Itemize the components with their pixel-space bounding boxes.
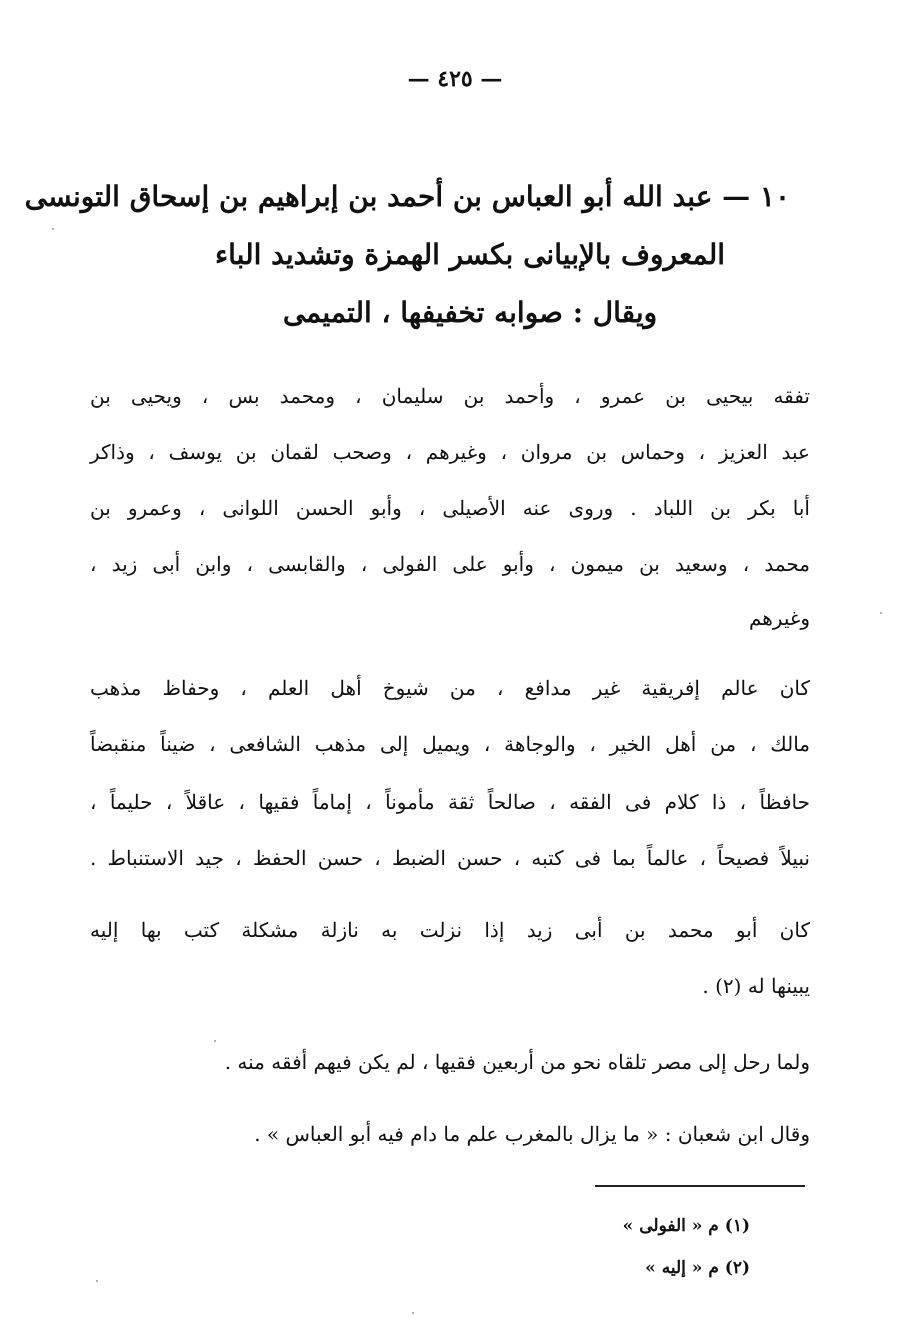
paragraph-3-line-2: يبينها له (٢) . <box>702 974 810 998</box>
scan-speck <box>214 1040 216 1042</box>
scan-speck <box>412 1312 414 1314</box>
paragraph-1-line-3: أبا بكر بن اللباد . وروى عنه الأصيلى ، وأبو الحسن اللوانى ، وعمرو بن <box>90 496 810 520</box>
paragraph-2-line-4: نبيلاً فصيحاً ، عالماً بما فى كتبه ، حسن الضبط ، حسن الحفظ ، جيد الاستنباط . <box>90 846 810 870</box>
paragraph-1-line-4: محمد ، وسعيد بن ميمون ، وأبو على الفولى ، والقابسى ، وابن أبى زيد ، <box>90 552 810 576</box>
paragraph-2-line-3: حافظاً ، ذا كلام فى الفقه ، صالحاً ثقة مأموناً ، إماماً فقيها ، عاقلاً ، حليماً ، <box>90 790 810 814</box>
heading-line-3: ويقال : صوابه تخفيفها ، التميمى <box>282 296 658 329</box>
paragraph-2-line-2: مالك ، من أهل الخير ، والوجاهة ، ويميل إلى مذهب الشافعى ، ضيناً منقبضاً <box>90 732 810 756</box>
scan-speck <box>52 228 54 230</box>
scan-speck <box>96 1280 98 1282</box>
paragraph-5-line-1: وقال ابن شعبان : « ما يزال بالمغرب علم ما دام فيه أبو العباس » . <box>254 1122 810 1146</box>
footnote-separator <box>595 1185 805 1187</box>
footnote-2: (٢) م « إليه » <box>645 1258 750 1278</box>
paragraph-4-line-1: ولما رحل إلى مصر تلقاه نحو من أربعين فقيها ، لم يكن فيهم أفقه منه . <box>224 1050 810 1074</box>
scan-speck <box>880 612 882 614</box>
paragraph-3-line-1: كان أبو محمد بن أبى زيد إذا نزلت به نازلة مشكلة كتب بها إليه <box>90 918 810 942</box>
paragraph-2-line-1: كان عالم إفريقية غير مدافع ، من شيوخ أهل العلم ، وحفاظ مذهب <box>90 676 810 700</box>
paragraph-1-line-2: عبد العزيز ، وحماس بن مروان ، وغيرهم ، وصحب لقمان بن يوسف ، وذاكر <box>90 440 810 464</box>
heading-line-1: ١٠ — عبد الله أبو العباس بن أحمد بن إبراهيم بن إسحاق التونسى <box>24 180 790 213</box>
paragraph-1-line-1: تفقه بيحيى بن عمرو ، وأحمد بن سليمان ، ومحمد بس ، ويحيى بن <box>90 384 810 408</box>
paragraph-1-line-5: وغيرهم <box>748 606 810 630</box>
footnote-1: (١) م « الفولى » <box>622 1216 750 1236</box>
page-number: — ٤٢٥ — <box>407 66 503 92</box>
heading-line-2: المعروف بالإبيانى بكسر الهمزة وتشديد الباء <box>214 238 726 271</box>
